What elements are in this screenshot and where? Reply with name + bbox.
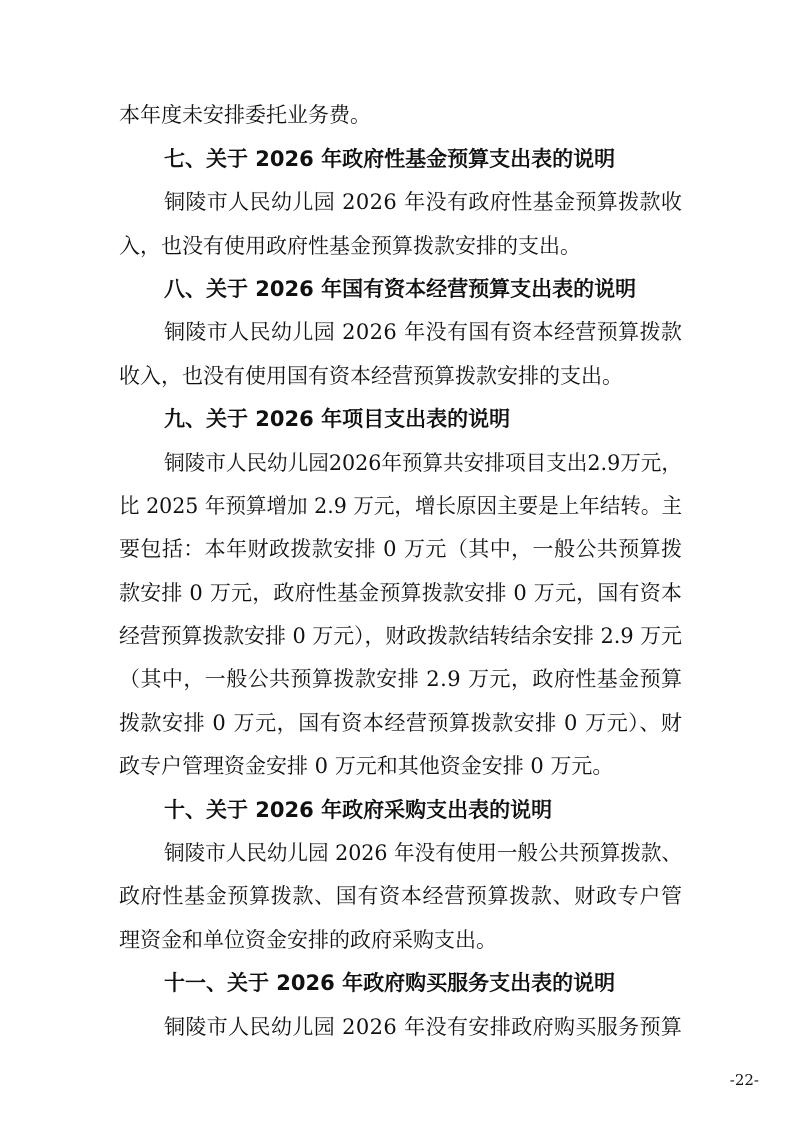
line-text: 铜陵市人民幼儿园 2026 年没有使用一般公共预算拨款、 bbox=[164, 841, 683, 865]
line-text: 要包括：本年财政拨款安排 0 万元（其中，一般公共预算拨 bbox=[119, 537, 683, 561]
line-text: 铜陵市人民幼儿园 2026 年没有政府性基金预算拨款收 bbox=[164, 190, 683, 214]
line-text: （其中，一般公共预算拨款安排 2.9 万元，政府性基金预算 bbox=[119, 667, 683, 691]
line-text: 铜陵市人民幼儿园2026年预算共安排项目支出2.9万元， bbox=[164, 451, 683, 475]
line-text: 政专户管理资金安排 0 万元和其他资金安排 0 万元。 bbox=[119, 754, 614, 778]
line-text: 政府性基金预算拨款、国有资本经营预算拨款、财政专户管 bbox=[119, 884, 683, 908]
line-text: 本年度未安排委托业务费。 bbox=[119, 103, 371, 127]
line-text: 经营预算拨款安排 0 万元），财政拨款结转结余安排 2.9 万元 bbox=[119, 624, 682, 648]
line-text: 铜陵市人民幼儿园 2026 年没有国有资本经营预算拨款 bbox=[164, 320, 683, 344]
heading-text: 八、关于 2026 年国有资本经营预算支出表的说明 bbox=[164, 277, 637, 301]
line-text: 铜陵市人民幼儿园 2026 年没有安排政府购买服务预算 bbox=[164, 1015, 683, 1039]
heading-text: 十、关于 2026 年政府采购支出表的说明 bbox=[164, 798, 553, 822]
heading-text: 十一、关于 2026 年政府购买服务支出表的说明 bbox=[164, 971, 616, 995]
heading-text: 七、关于 2026 年政府性基金预算支出表的说明 bbox=[164, 147, 616, 171]
line-text: 款安排 0 万元，政府性基金预算拨款安排 0 万元，国有资本 bbox=[119, 581, 683, 605]
line-text: 入，也没有使用政府性基金预算拨款安排的支出。 bbox=[119, 234, 581, 258]
page-number: -22- bbox=[729, 1071, 759, 1089]
line-text: 拨款安排 0 万元，国有资本经营预算拨款安排 0 万元）、财 bbox=[119, 711, 683, 735]
line-text: 理资金和单位资金安排的政府采购支出。 bbox=[119, 928, 497, 952]
line-text: 收入，也没有使用国有资本经营预算拨款安排的支出。 bbox=[119, 364, 623, 388]
heading-text: 九、关于 2026 年项目支出表的说明 bbox=[164, 407, 511, 431]
line-text: 比 2025 年预算增加 2.9 万元，增长原因主要是上年结转。主 bbox=[119, 494, 682, 518]
